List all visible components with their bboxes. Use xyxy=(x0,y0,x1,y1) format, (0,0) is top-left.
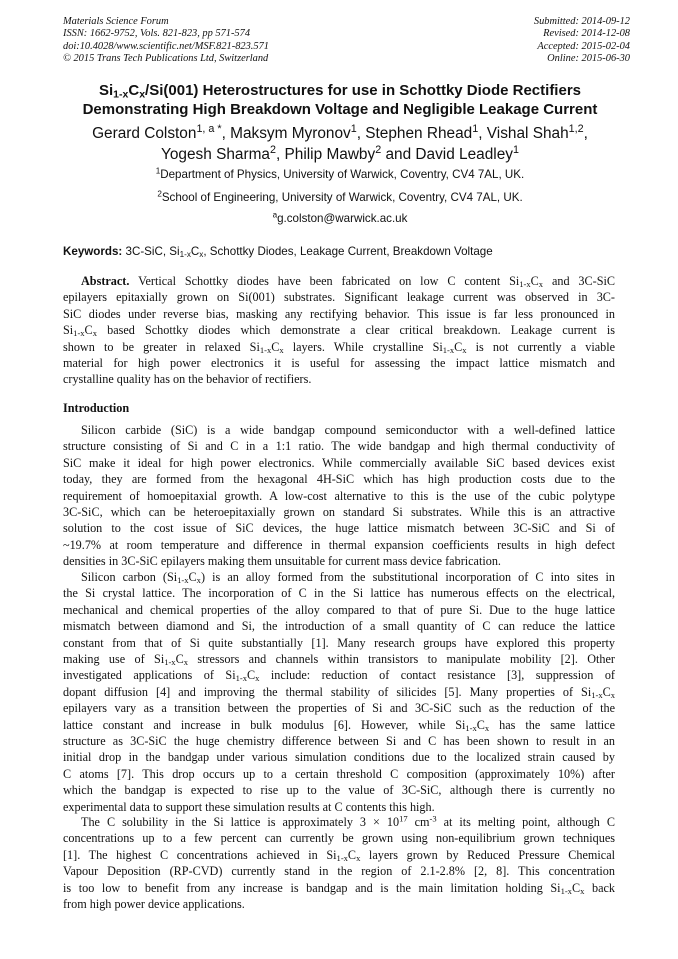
authors-line-2: Yogesh Sharma$^2$, Philip Mawby$^2$ and David Leadley$^1$ xyxy=(161,144,519,163)
section-heading-introduction: Introduction xyxy=(63,401,130,415)
intro-paragraph-2: Silicon carbon $(Si_{1-x}C_x)$ is an alloy formed from the substitutional incorporation of C into sites in the Si crystal lattice. The incorporation of C in the Si lattice has numerous effects on the electrical, mechanical and chemical properties of the alloy compared to that of pure Si. Due to the huge lattice mismatch between diamond and Si, the introduction of a small quantity of C can reduce the lattice constant from that of Si quite substantially [1]. Many research groups have explored this property making use of $Si_{1-x}C_x$ stressors and channels within transistors to manipulate mobility [2]. Other investigated applications of $Si_{1-x}C_x$ include: reduction of contact resistance [3], suppression of dopant diffusion [4] and improving the thermal stability of silicides [5]. Many properties of $Si_{1-x}C_x$ epilayers vary as a transition between the properties of Si and 3C-SiC such as the reduction of the lattice constant and increase in bulk modulus [6]. However, while $Si_{1-x}C_x$ has the same lattice structure as 3C-SiC the huge chemistry difference between Si and C has been shown to result in an initial drop in the bandgap under various simulation conditions due to the localized strain caused by C atoms [7]. This drop occurs up to a certain threshold C composition (approximately 10%) after which the bandgap is expected to rise up to the value of 3C-SiC, although there is currently no experimental data to support these simulation results at C contents this high. xyxy=(63,570,615,814)
abstract-label: Abstract. xyxy=(81,274,130,288)
authors-line-1: Gerard Colston$^{1, a *}$, Maksym Myronov$^1$, Stephen Rhead$^1$, Vishal Shah$^{1,2}$, xyxy=(92,123,588,142)
accepted-date: Accepted: 2015-02-04 xyxy=(537,40,630,52)
paper-title xyxy=(40,81,640,119)
journal-header-left xyxy=(63,16,269,66)
title-line-1: $Si_{1-x}C_x/Si(001)$ Heterostructures for use in Schottky Diode Rectifiers xyxy=(98,82,581,101)
affiliation-1: $^1$Department of Physics, University of Warwick, Coventry, CV4 7AL, UK. xyxy=(155,166,525,181)
title-line-2: Demonstrating High Breakdown Voltage and Negligible Leakage Current xyxy=(82,101,598,118)
issn: ISSN: 1662-9752, Vols. 821-823, pp 571-574 xyxy=(63,28,251,40)
copyright: © 2015 Trans Tech Publications Ltd, Switzerland xyxy=(63,53,269,65)
author-email: $^a$g.colston@warwick.ac.uk xyxy=(272,210,408,225)
keywords-label: Keywords: xyxy=(63,245,123,258)
keywords: Keywords: 3C-SiC, $Si_{1-x}C_x$, Schottky Diodes, Leakage Current, Breakdown Voltage xyxy=(63,245,493,260)
journal-name: Materials Science Forum xyxy=(63,16,169,27)
online-date: Online: 2015-06-30 xyxy=(547,53,630,65)
intro-paragraph-1: Silicon carbide (SiC) is a wide bandgap compound semiconductor with a well-defined lattice structure consisting of Si and C in a 1:1 ratio. The wide bandgap and high thermal conductivity of SiC make it ideal for high power electronics. While commercially available SiC based devices exist today, they are formed from the hexagonal 4H-SiC which has high production costs due to the requirement of homoepitaxial growth. A low-cost alternative to this is the use of the cubic polytype 3C-SiC, which can be heteroepitaxially grown on standard Si substrates. While this is an attractive solution to the cost issue of SiC devices, the huge lattice mismatch between 3C-SiC and Si of ~19.7% at room temperature and difference in thermal expansion coefficients results in high defect densities in 3C-SiC epilayers making them unsuitable for current mass device fabrication. xyxy=(63,423,615,569)
submitted-date: Submitted: 2014-09-12 xyxy=(533,16,630,27)
doi: doi:10.4028/www.scientific.net/MSF.821-823.571 xyxy=(63,40,269,52)
abstract: Abstract. Vertical Schottky diodes have been fabricated on low C content $Si_{1-x}C_x$ and 3C-SiC epilayers epitaxially grown on Si(001) substrates. Significant leakage current was observed in 3C- SiC diodes under reverse bias, masking any rectifying behavior. This issue is far less pronounced in $Si_{1-x}C_x$ based Schottky diodes which demonstrate a clear critical breakdown. Leakage current is shown to be greater in relaxed $Si_{1-x}C_x$ layers. While crystalline $Si_{1-x}C_x$ is not currently a viable material for high power electronics it is useful for assessing the impact lattice mismatch and crystalline quality has on the behavior of rectifiers. xyxy=(63,274,615,387)
revised-date: Revised: 2014-12-08 xyxy=(543,28,630,40)
author-list xyxy=(40,123,640,165)
intro-paragraph-3: The C solubility in the Si lattice is approximately $3 \times 10^{17}$ $cm^{-3}$ at its melting point, although C concentrations up to a few percent can currently be grown using non-equilibrium grown techniques [1]. The highest C concentrations achieved in $Si_{1-x}C_x$ layers grown by Reduced Pressure Chemical Vapour Deposition (RP-CVD) currently stand in the region of 2.1-2.8% [2, 8]. This concentration is too low to benefit from any increase is bandgap and is the main limitation holding $Si_{1-x}C_x$ back from high power device applications. xyxy=(63,813,615,912)
journal-header-right xyxy=(534,16,630,66)
affiliation-2: $^2$School of Engineering, University of Warwick, Coventry, CV4 7AL, UK. xyxy=(157,189,523,204)
